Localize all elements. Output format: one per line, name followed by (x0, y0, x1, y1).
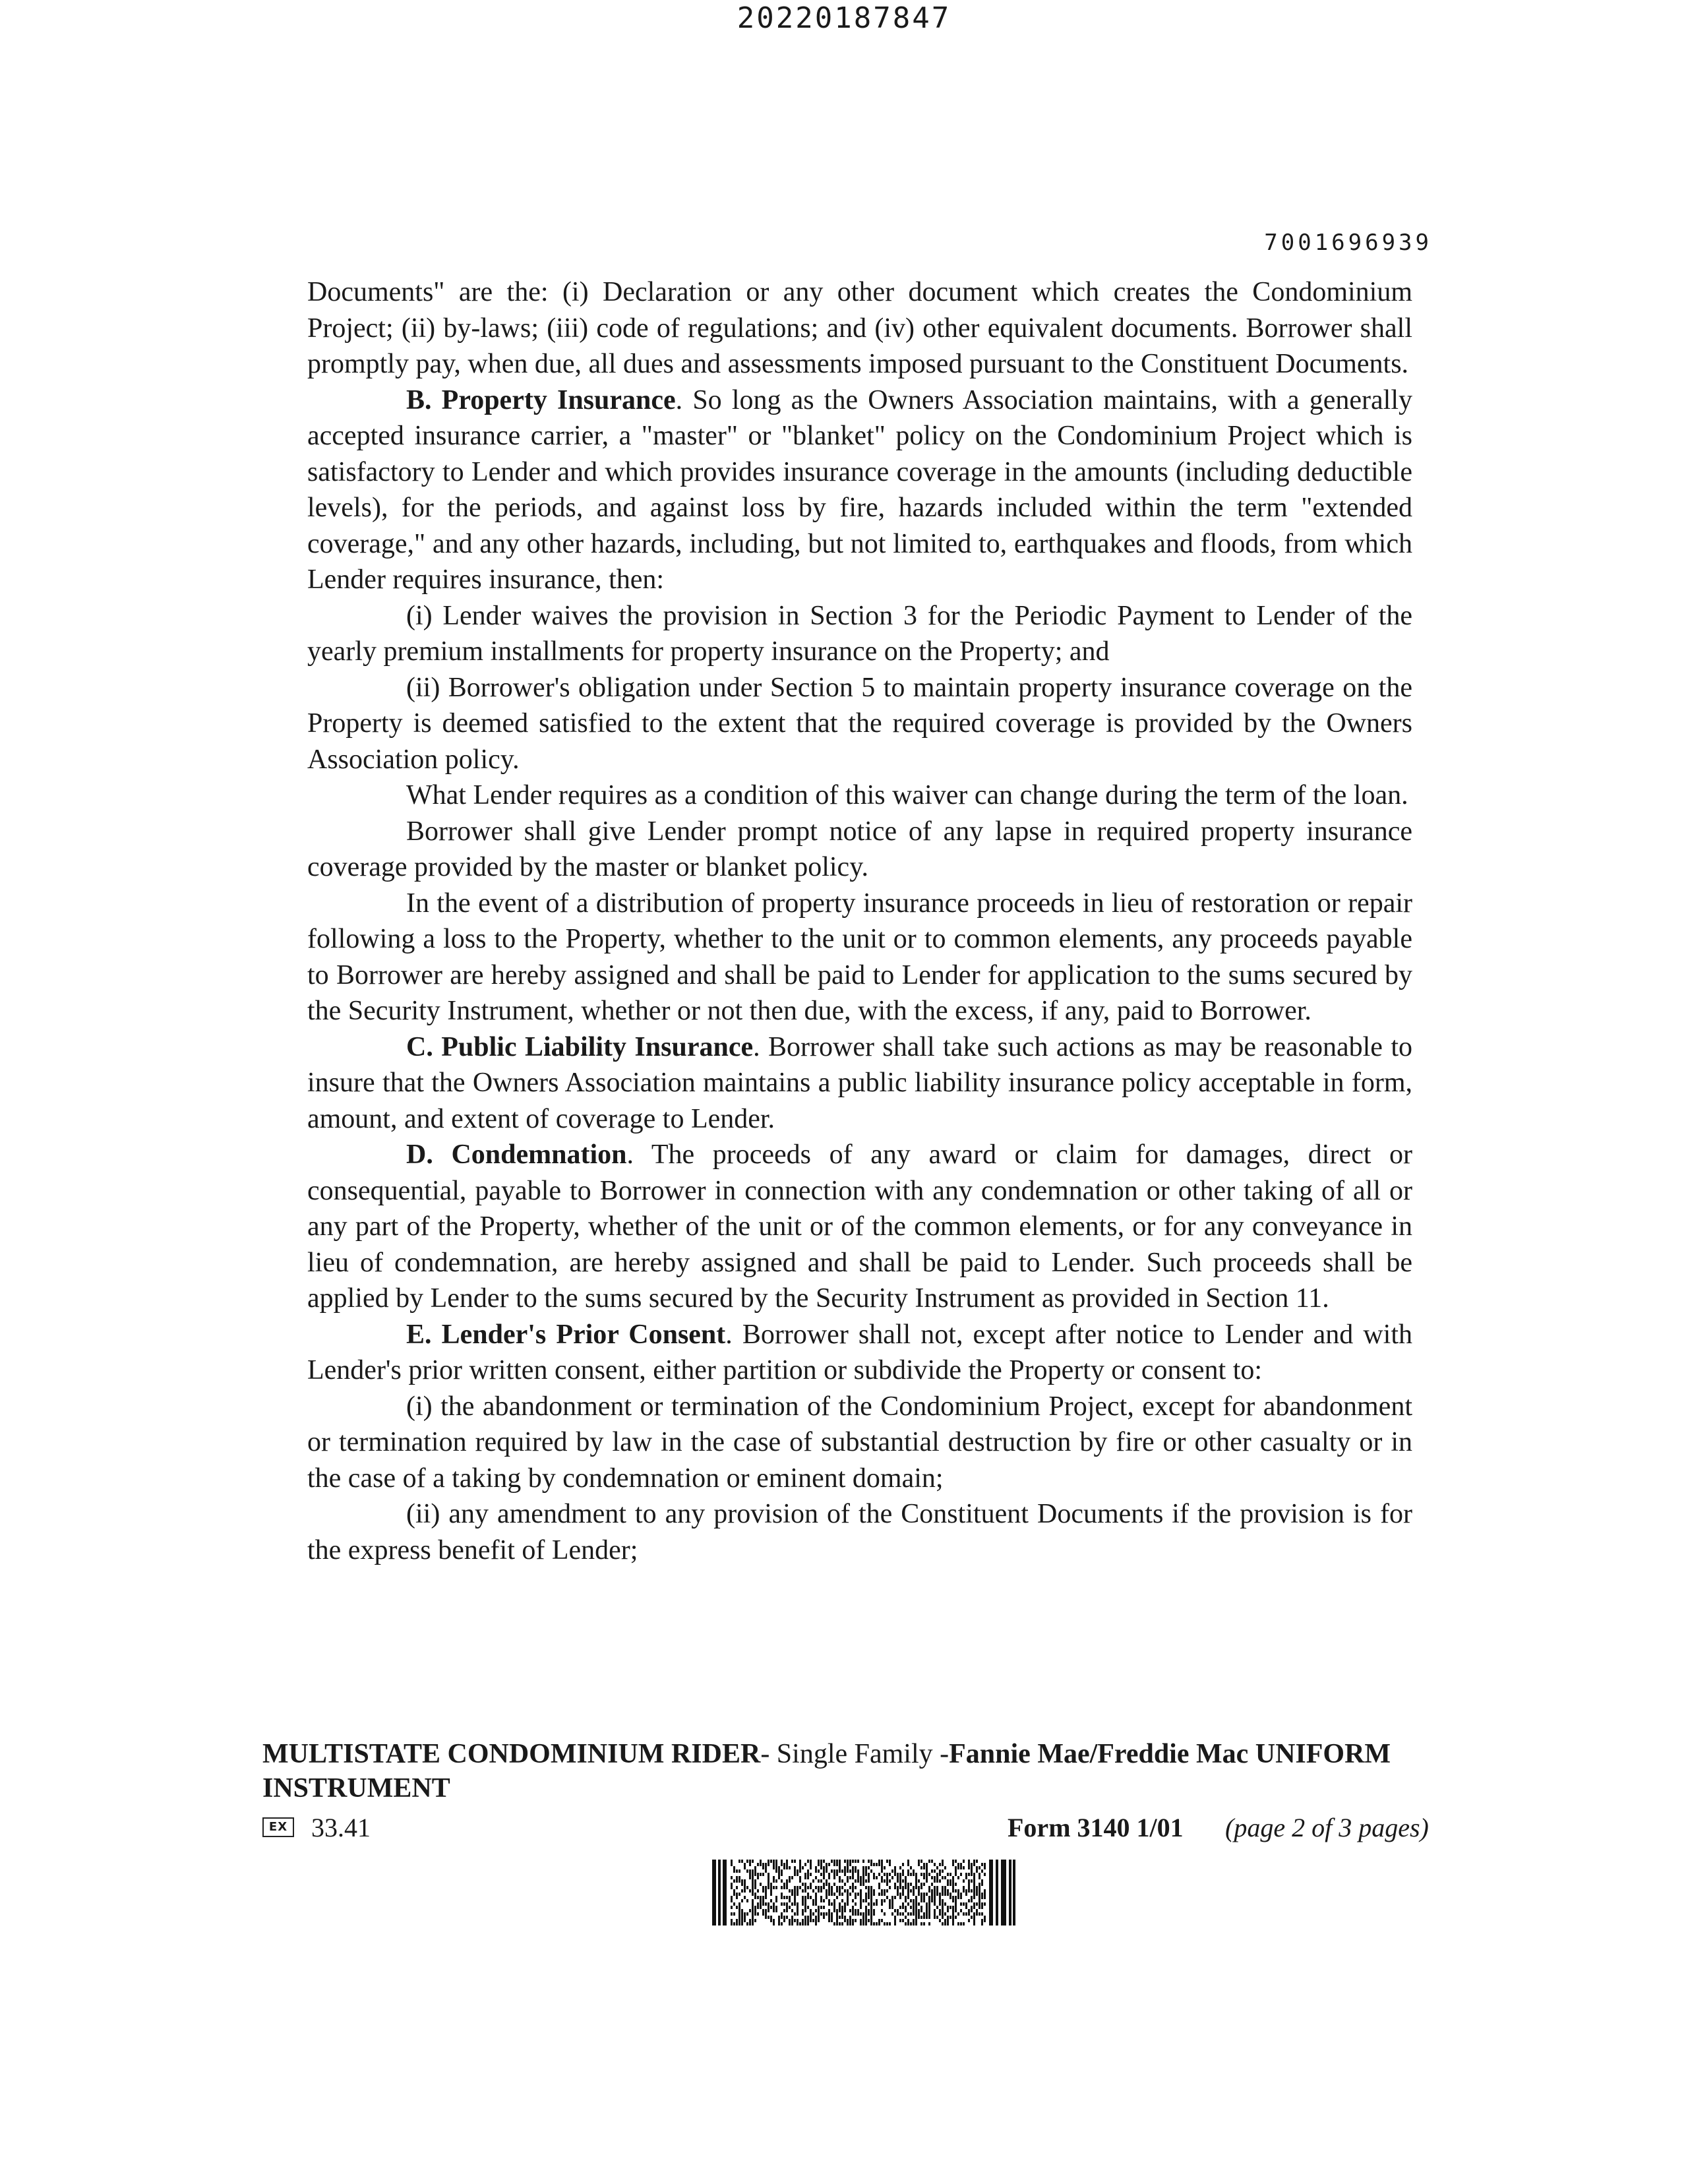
form-footer (262, 1812, 1462, 1852)
paragraph-constituent-documents: Documents" are the: (i) Declaration or any other document which creates the Condominium Project; (ii) by-laws; (iii) code of regulations; and (iv) other equivalent documents. Borrower shall promptly pay, when due, all dues and assessments imposed pursuant to the Constituent Documents. (307, 277, 1412, 379)
form-code: 33.41 (311, 1813, 371, 1842)
section-d-text: . The proceeds of any award or claim for damages, direct or consequential, payable to Borrower in connection with any condemnation or other taking of all or any part of the Property, whether of the unit or of the common elements, or for any conveyance in lieu of condemnation, are hereby assigned and shall be paid to Lender. Such proceeds shall be applied by Lender to the sums secured by the Security Instrument as provided in Section 11. (307, 1139, 1412, 1314)
section-e-heading: E. Lender's Prior Consent (406, 1319, 726, 1350)
section-b-waiver-paragraph: What Lender requires as a condition of this waiver can change during the term of the loan. (406, 780, 1408, 810)
section-b-distribution-paragraph: In the event of a distribution of property insurance proceeds in lieu of restoration or repair following a loss to the Property, whether to the unit or to common elements, any proceeds payable to Borrower are hereby assigned and shall be paid to Lender for application to the sums secured by the Security Instrument, whether or not then due, with the excess, if any, paid to Borrower. (307, 888, 1412, 1026)
barcode-image (712, 1860, 1015, 1926)
form-number: Form 3140 1/01 (1008, 1813, 1184, 1842)
section-b-text: . So long as the Owners Association maintains, with a generally accepted insurance carrier, a "master" or "blanket" policy on the Condominium Project which is satisfactory to Lender and which provides insurance coverage in the amounts (including deductible levels), for the periods, and against loss by fire, hazards included within the term "extended coverage," and any other hazards, including, but not limited to, earthquakes and floods, from which Lender requires insurance, then: (307, 384, 1412, 595)
section-c-text: . Borrower shall take such actions as may be reasonable to insure that the Owners Association maintains a public liability insurance policy acceptable in form, amount, and extent of coverage to Lender. (307, 1031, 1412, 1134)
form-title (262, 1737, 1423, 1805)
section-e-lenders-consent (307, 1317, 1412, 1389)
section-e-item-i: (i) the abandonment or termination of the Condominium Project, except for abandonment or termination required by law in the case of substantial destruction by fire or other casualty or in the case of a taking by condemnation or eminent domain; (307, 1391, 1412, 1494)
section-d-heading: D. Condemnation (406, 1139, 627, 1170)
section-b-notice-paragraph: Borrower shall give Lender prompt notice of any lapse in required property insurance coverage provided by the master or blanket policy. (307, 816, 1412, 882)
form-title-family: - Single Family - (760, 1739, 950, 1769)
section-d-condemnation (307, 1137, 1412, 1317)
document-number: 20220187847 (737, 1, 951, 35)
section-c-public-liability (307, 1029, 1412, 1138)
form-title-rider: MULTISTATE CONDOMINIUM RIDER (262, 1739, 761, 1769)
section-b-item-i: (i) Lender waives the provision in Section 3 for the Periodic Payment to Lender of the yearly premium installments for property insurance on the Property; and (307, 600, 1412, 667)
section-e-text: . Borrower shall not, except after notice to Lender and with Lender's prior written consent, either partition or subdivide the Property or consent to: (307, 1319, 1412, 1385)
form-title-instrument: Fannie Mae/Freddie Mac UNIFORM INSTRUMENT (262, 1739, 1391, 1804)
section-b-heading: B. Property Insurance (406, 384, 676, 415)
section-e-item-ii: (ii) any amendment to any provision of the Constituent Documents if the provision is for the express benefit of Lender; (307, 1499, 1412, 1565)
document-body (307, 274, 1412, 1568)
section-b-item-ii: (ii) Borrower's obligation under Section 5 to maintain property insurance coverage on the Property is deemed satisfied to the extent that the required coverage is provided by the Owners Association policy. (307, 672, 1412, 775)
section-c-heading: C. Public Liability Insurance (406, 1031, 754, 1062)
loan-number: 7001696939 (1264, 229, 1432, 256)
ex-icon: EX (262, 1817, 294, 1837)
page-info: (page 2 of 3 pages) (1225, 1813, 1429, 1842)
section-b-property-insurance (307, 382, 1412, 598)
